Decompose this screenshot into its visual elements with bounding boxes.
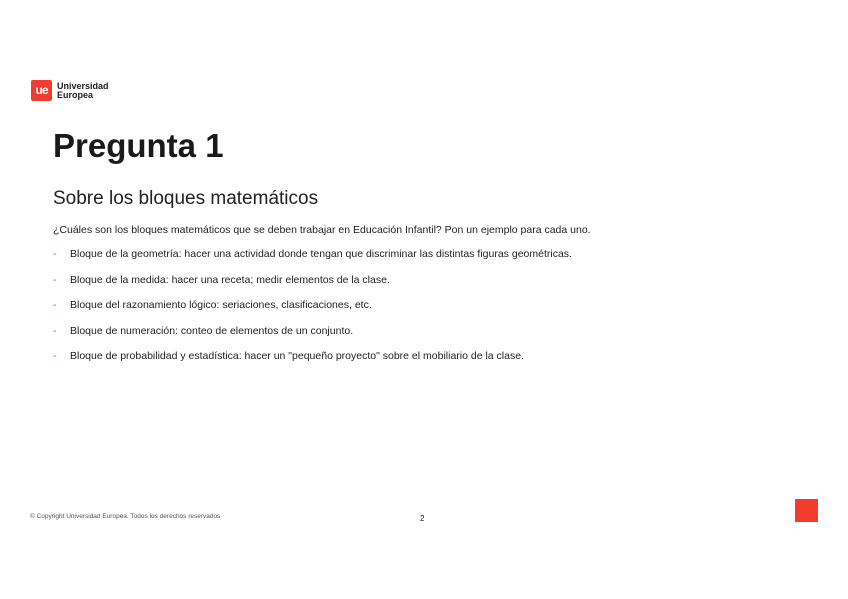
list-item xyxy=(53,350,572,376)
page-number: 2 xyxy=(420,514,425,523)
logo-wordmark xyxy=(57,82,109,100)
bullet-dash: - xyxy=(53,273,57,286)
slide-title: Pregunta 1 xyxy=(53,127,224,164)
bullet-dash: - xyxy=(53,324,57,337)
copyright-footer: © Copyright Universidad Europea. Todos los derechos reservados xyxy=(30,513,221,520)
question-text: ¿Cuáles son los bloques matemáticos que se deben trabajar en Educación Infantil? Pon un ejemplo para cada uno. xyxy=(53,224,591,236)
logo-line-2: Europea xyxy=(57,89,94,100)
list-item-text: Bloque del razonamiento lógico: seriaciones, clasificaciones, etc. xyxy=(70,299,372,312)
logo-line-1: Universidad xyxy=(57,80,109,91)
list-item xyxy=(53,274,572,300)
university-logo xyxy=(31,80,109,101)
list-item xyxy=(53,325,572,351)
list-item-text: Bloque de probabilidad y estadística: hacer un "pequeño proyecto" sobre el mobiliario de la clase. xyxy=(70,350,524,363)
slide-subtitle: Sobre los bloques matemáticos xyxy=(53,188,319,209)
bullet-dash: - xyxy=(53,350,57,363)
list-item-text: Bloque de numeración: conteo de elementos de un conjunto. xyxy=(70,324,354,337)
list-item-text: Bloque de la medida: hacer una receta; medir elementos de la clase. xyxy=(70,273,390,286)
list-item xyxy=(53,299,572,325)
ue-logo-mark: ue xyxy=(31,80,52,101)
bullet-dash: - xyxy=(53,299,57,312)
bullet-dash: - xyxy=(53,248,57,260)
answer-list xyxy=(53,248,572,376)
list-item-text: Bloque de la geometría: hacer una actividad donde tengan que discriminar las distintas figuras geométricas. xyxy=(70,248,572,260)
list-item xyxy=(53,248,572,274)
brand-square-decoration xyxy=(795,499,818,522)
